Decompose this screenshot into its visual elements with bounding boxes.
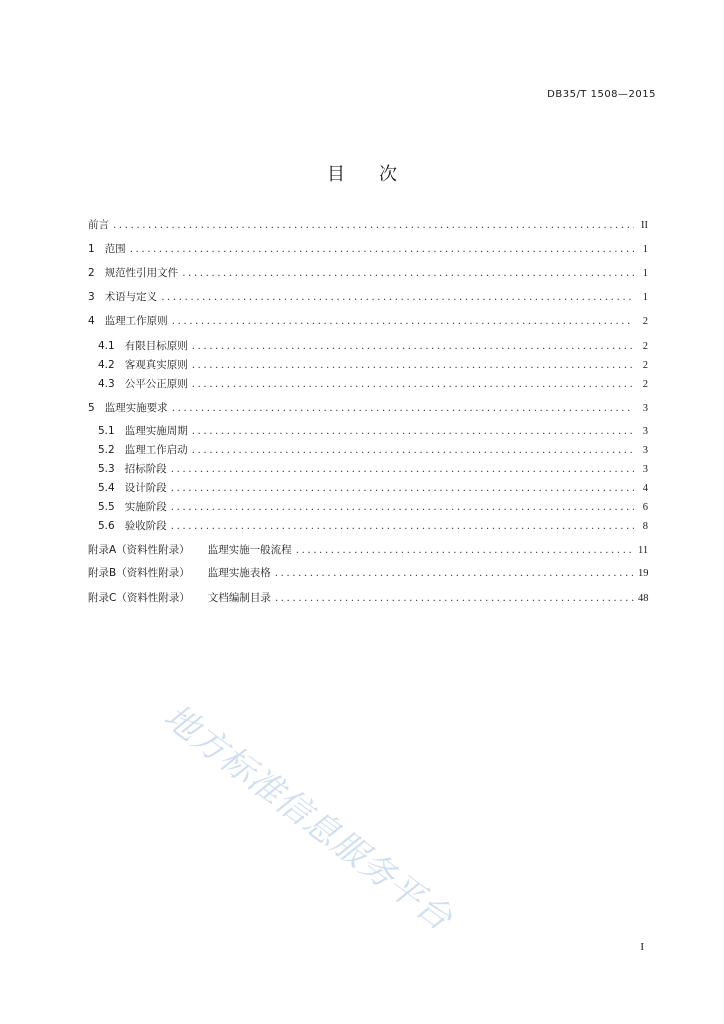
toc-entry[interactable] xyxy=(88,590,648,606)
page-title: 目次 xyxy=(327,164,431,185)
toc-entry-label: 公平公正原则 xyxy=(124,378,188,390)
toc-dot-leader xyxy=(172,402,634,414)
toc-entry-label: 监理工作启动 xyxy=(124,444,188,456)
toc-entry[interactable] xyxy=(98,338,648,354)
page-number: I xyxy=(640,941,644,953)
toc-entry-number: 5.4 xyxy=(98,482,115,494)
toc-entry-label: 设计阶段 xyxy=(124,482,167,494)
toc-dot-leader xyxy=(113,219,634,231)
toc-entry-label: 监理工作原则 xyxy=(104,315,168,327)
toc-dot-leader xyxy=(192,425,634,437)
toc-entry[interactable] xyxy=(88,542,648,558)
toc-dot-leader xyxy=(171,501,634,513)
toc-entry-number: 4.1 xyxy=(98,340,115,352)
toc-entry-number: 5 xyxy=(88,402,95,414)
toc-entry-number: 2 xyxy=(88,267,95,279)
toc-entry-page: 4 xyxy=(642,483,648,494)
toc-entry[interactable] xyxy=(98,518,648,534)
toc-dot-leader xyxy=(172,315,634,327)
toc-entry-page: 11 xyxy=(638,545,649,556)
toc-entry[interactable] xyxy=(98,480,648,496)
toc-entry-page: 3 xyxy=(642,403,648,414)
toc-entry-label: 术语与定义 xyxy=(104,291,158,303)
toc-entry-page: 3 xyxy=(642,464,648,475)
toc-dot-leader xyxy=(171,463,634,475)
toc-entry-number: 5.5 xyxy=(98,501,115,513)
toc-entry-page: 2 xyxy=(642,360,648,371)
toc-dot-leader xyxy=(275,592,634,604)
toc-entry[interactable] xyxy=(88,400,648,416)
toc-entry[interactable] xyxy=(88,289,648,305)
toc-entry-number: 5.2 xyxy=(98,444,115,456)
toc-entry[interactable] xyxy=(98,357,648,373)
toc-entry-label: 客观真实原则 xyxy=(124,359,188,371)
toc-dot-leader xyxy=(171,482,634,494)
toc-entry-label: 范围 xyxy=(104,243,126,255)
toc-dot-leader xyxy=(171,520,634,532)
toc-entry-number: 1 xyxy=(88,243,95,255)
toc-dot-leader xyxy=(161,291,634,303)
toc-entry-number: 3 xyxy=(88,291,95,303)
toc-entry[interactable] xyxy=(88,265,648,281)
toc-dot-leader xyxy=(192,340,634,352)
toc-entry-label: 实施阶段 xyxy=(124,501,167,513)
toc-entry-page: 8 xyxy=(642,521,648,532)
toc-entry[interactable] xyxy=(88,313,648,329)
toc-entry-number: 5.1 xyxy=(98,425,115,437)
toc-entry-number: 附录A（资料性附录） xyxy=(88,544,190,556)
toc-entry-number: 附录B（资料性附录） xyxy=(88,567,190,579)
toc-entry-label: 招标阶段 xyxy=(124,463,167,475)
toc-entry-number: 5.6 xyxy=(98,520,115,532)
toc-entry-page: 3 xyxy=(642,426,648,437)
toc-entry-number: 5.3 xyxy=(98,463,115,475)
toc-entry-number: 4.2 xyxy=(98,359,115,371)
toc-entry-page: 48 xyxy=(638,593,649,604)
toc-entry-label: 监理实施周期 xyxy=(124,425,188,437)
toc-entry-number: 附录C（资料性附录） xyxy=(88,592,190,604)
toc-entry[interactable] xyxy=(98,442,648,458)
toc-entry[interactable] xyxy=(88,217,648,233)
toc-entry-label: 有限目标原则 xyxy=(124,340,188,352)
toc-entry-page: 19 xyxy=(638,568,649,579)
toc-dot-leader xyxy=(130,243,634,255)
toc-dot-leader xyxy=(275,567,634,579)
toc-entry[interactable] xyxy=(88,565,648,581)
toc-entry-number: 4.3 xyxy=(98,378,115,390)
toc-entry-page: 3 xyxy=(642,445,648,456)
toc-entry-label: 监理实施表格 xyxy=(207,567,271,579)
toc-entry-number: 4 xyxy=(88,315,95,327)
toc-entry-label: 验收阶段 xyxy=(124,520,167,532)
toc-entry-page: 2 xyxy=(642,316,648,327)
toc-entry[interactable] xyxy=(98,499,648,515)
toc-entry[interactable] xyxy=(88,241,648,257)
toc-dot-leader xyxy=(182,267,634,279)
toc-entry-page: 2 xyxy=(642,379,648,390)
toc-entry-label: 前言 xyxy=(88,219,109,231)
toc-dot-leader xyxy=(296,544,634,556)
toc-entry-page: 1 xyxy=(642,268,648,279)
watermark: 地方标准信息服务平台 xyxy=(156,696,460,939)
toc-entry[interactable] xyxy=(98,461,648,477)
toc-entry-label: 监理实施一般流程 xyxy=(207,544,292,556)
toc-entry-label: 规范性引用文件 xyxy=(104,267,179,279)
toc-entry-label: 监理实施要求 xyxy=(104,402,168,414)
toc-entry[interactable] xyxy=(98,376,648,392)
toc-entry-page: 6 xyxy=(642,502,648,513)
toc-entry-page: 1 xyxy=(642,244,648,255)
toc-entry-page: 1 xyxy=(642,292,648,303)
toc-entry-label: 文档编制目录 xyxy=(207,592,271,604)
toc-entry-page: II xyxy=(641,220,648,231)
toc-entry[interactable] xyxy=(98,423,648,439)
toc-dot-leader xyxy=(192,444,634,456)
toc-entry-page: 2 xyxy=(642,341,648,352)
document-code: DB35/T 1508—2015 xyxy=(547,89,656,100)
toc-dot-leader xyxy=(192,378,634,390)
toc-dot-leader xyxy=(192,359,634,371)
